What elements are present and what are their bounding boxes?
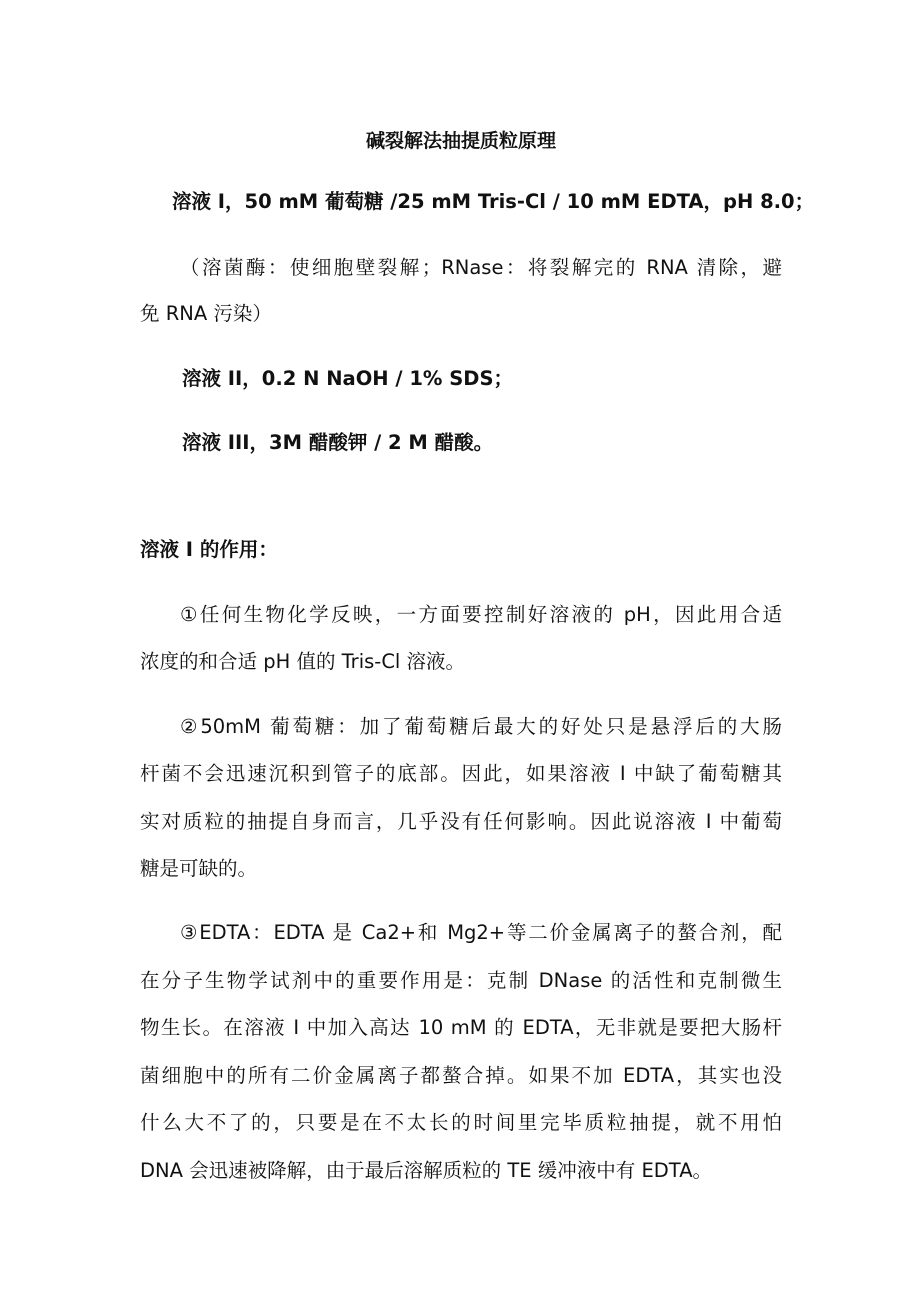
enzyme-note-line-2: 免 RNA 污染） [140, 302, 272, 325]
point-2-line-2: 杆菌不会迅速沉积到管子的底部。因此，如果溶液 I 中缺了葡萄糖其 [140, 762, 782, 785]
document-title: 碱裂解法抽提质粒原理 [365, 130, 556, 152]
point-3-line-5: 什么大不了的，只要是在不太长的时间里完毕质粒抽提，就不用怕 [140, 1111, 782, 1134]
solution-3: 溶液 III，3M 醋酸钾 / 2 M 醋酸。 [182, 431, 494, 454]
section-heading: 溶液 I 的作用： [140, 538, 278, 561]
point-2-line-1: ②50mM 葡萄糖：加了葡萄糖后最大的好处只是悬浮后的大肠 [180, 715, 782, 738]
point-2-line-4: 糖是可缺的。 [140, 857, 258, 880]
point-3-line-4: 菌细胞中的所有二价金属离子都螯合掉。如果不加 EDTA，其实也没 [140, 1064, 782, 1087]
point-3-line-2: 在分子生物学试剂中的重要作用是：克制 DNase 的活性和克制微生 [140, 969, 782, 992]
solution-2: 溶液 II，0.2 N NaOH / 1% SDS； [182, 367, 513, 390]
point-1-line-1: ①任何生物化学反映，一方面要控制好溶液的 pH，因此用合适 [180, 603, 782, 626]
point-2-line-3: 实对质粒的抽提自身而言，几乎没有任何影响。因此说溶液 I 中葡萄 [140, 810, 782, 833]
solution-1: 溶液 I，50 mM 葡萄糖 /25 mM Tris-Cl / 10 mM EDTA，pH 8.0； [172, 190, 815, 213]
point-3-line-6: DNA 会迅速被降解，由于最后溶解质粒的 TE 缓冲液中有 EDTA。 [140, 1159, 713, 1182]
point-3-line-1: ③EDTA：EDTA 是 Ca2+和 Mg2+等二价金属离子的螯合剂，配 [180, 921, 782, 944]
enzyme-note-line-1: （溶菌酶：使细胞壁裂解；RNase：将裂解完的 RNA 清除，避 [180, 256, 782, 279]
point-1-line-2: 浓度的和合适 pH 值的 Tris-Cl 溶液。 [140, 650, 466, 673]
point-3-line-3: 物生长。在溶液 I 中加入高达 10 mM 的 EDTA，无非就是要把大肠杆 [140, 1016, 782, 1039]
